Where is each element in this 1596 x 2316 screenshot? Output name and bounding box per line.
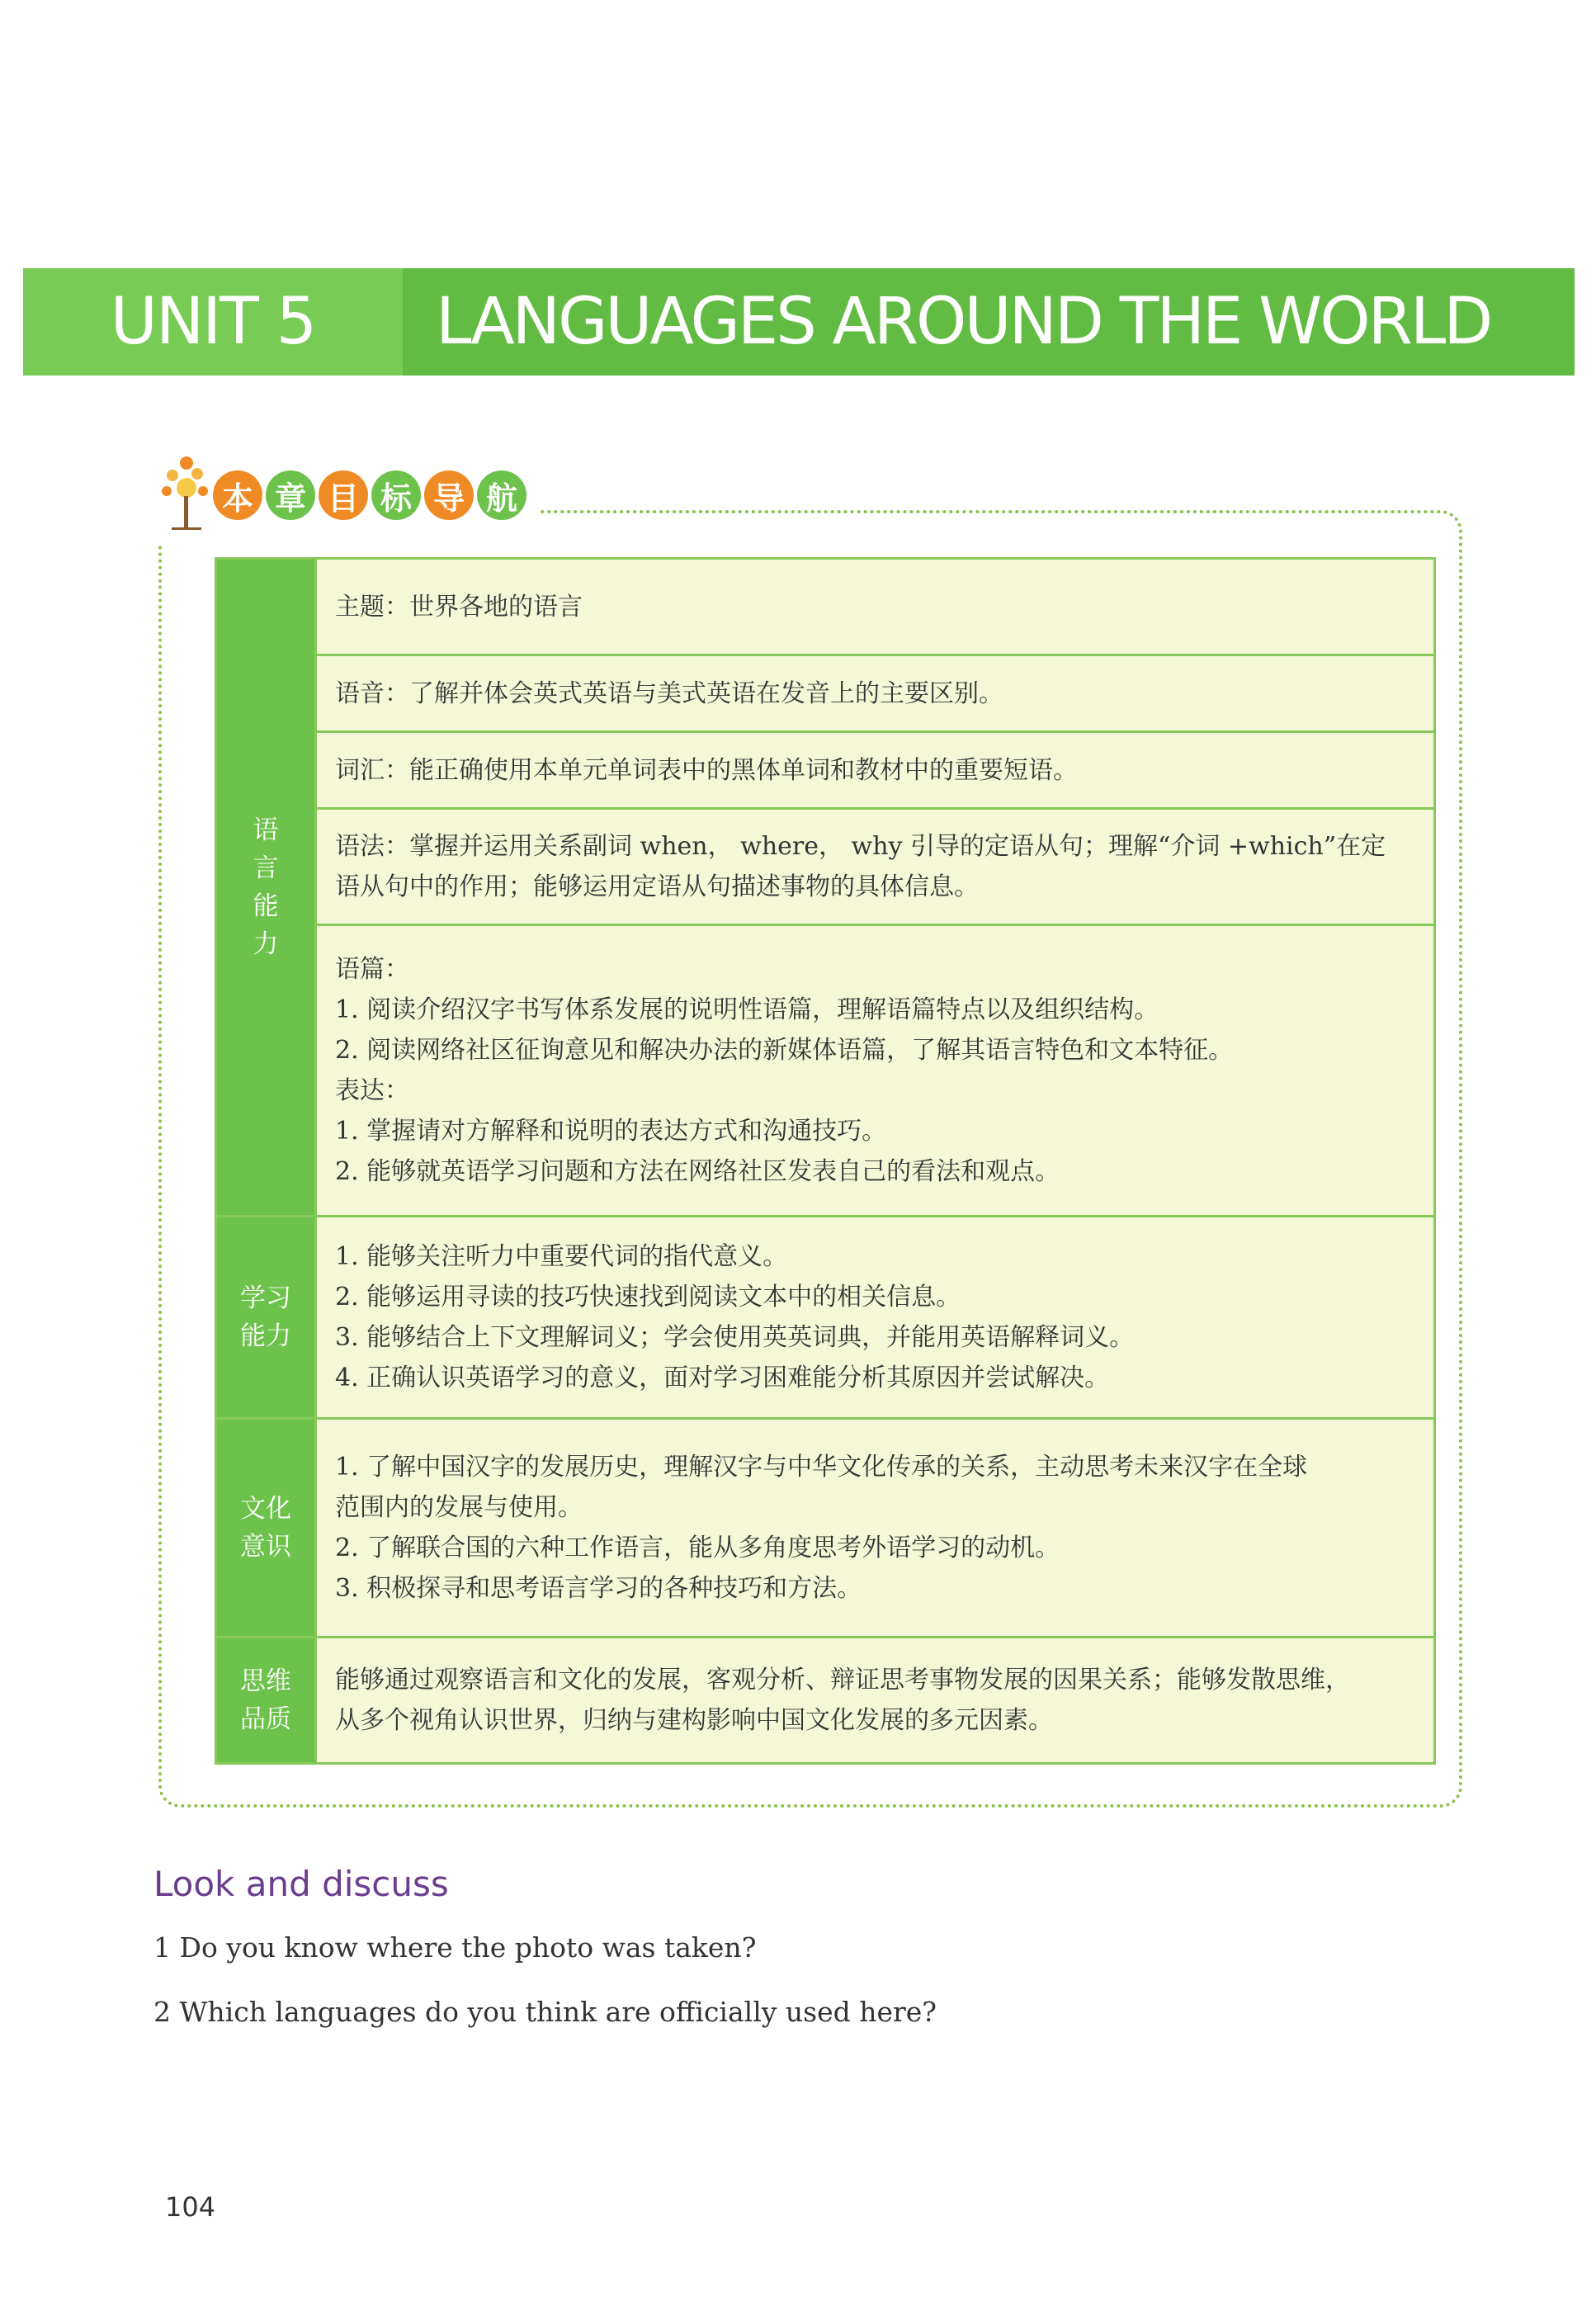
category-cell [216,1638,316,1764]
category-label: 能 [253,891,279,921]
objective-line: 1. 能够关注听力中重要代词的指代意义。 [335,1242,788,1271]
objective-row [216,1217,1435,1419]
objective-line: 2. 阅读网络社区征询意见和解决办法的新媒体语篇，了解其语言特色和文本特征。 [335,1036,1234,1065]
look-and-discuss-title: Look and discuss [153,1864,449,1904]
category-label: 意识 [240,1532,291,1562]
objective-row [216,925,1435,1217]
question-2: 2 Which languages do you think are officially used here? [153,1996,937,2028]
objective-line: 范围内的发展与使用。 [335,1493,583,1522]
objective-line: 语音：了解并体会英式英语与美式英语在发音上的主要区别。 [335,678,1003,708]
heading-char: 目 [319,470,368,520]
objective-content [316,925,1435,1217]
objective-line: 4. 正确认识英语学习的意义，面对学习困难能分析其原因并尝试解决。 [335,1364,1110,1392]
tree-icon [155,450,213,541]
objective-line: 1. 掌握请对方解释和说明的表达方式和沟通技巧。 [335,1117,887,1146]
objective-content [316,655,1435,732]
objective-line: 词汇：能正确使用本单元单词表中的黑体单词和教材中的重要短语。 [335,755,1078,785]
category-label: 语 [253,815,279,845]
objective-line: 2. 能够就英语学习问题和方法在网络社区发表自己的看法和观点。 [335,1157,1060,1186]
objective-row [216,559,1435,655]
heading-char: 本 [213,470,262,520]
objectives-table [215,557,1436,1765]
objectives-heading [155,446,538,545]
objective-content [316,1217,1435,1419]
objective-line: 2. 能够运用寻读的技巧快速找到阅读文本中的相关信息。 [335,1283,961,1312]
objective-row [216,732,1435,809]
question-1: 1 Do you know where the photo was taken? [153,1931,757,1964]
category-label: 力 [253,929,279,959]
objective-content [316,1638,1435,1764]
heading-char: 航 [477,470,526,520]
objective-line: 表达： [335,1076,409,1105]
objective-line: 主题：世界各地的语言 [335,592,583,622]
category-label: 思维 [240,1666,291,1696]
heading-char: 标 [371,470,421,520]
category-label: 学习 [240,1283,291,1313]
page-number: 104 [165,2191,216,2223]
category-label: 能力 [240,1321,291,1351]
unit-title: LANGUAGES AROUND THE WORLD [403,268,1575,376]
objective-row [216,809,1435,925]
objective-line: 1. 阅读介绍汉字书写体系发展的说明性语篇，理解语篇特点以及组织结构。 [335,995,1159,1024]
category-label: 言 [253,853,279,883]
unit-banner [23,268,1575,376]
category-cell [216,1217,316,1419]
objective-row [216,1419,1435,1638]
objective-row [216,1638,1435,1764]
heading-char: 导 [424,470,474,520]
objective-line: 1. 了解中国汉字的发展历史，理解汉字与中华文化传承的关系，主动思考未来汉字在全球 [335,1453,1308,1482]
objective-row [216,655,1435,732]
objective-content [316,559,1435,655]
objective-line: 3. 积极探寻和思考语言学习的各种技巧和方法。 [335,1574,862,1603]
category-label: 文化 [240,1494,291,1524]
objective-line: 语篇： [335,955,409,984]
objective-line: 3. 能够结合上下文理解词义；学会使用英英词典，并能用英语解释词义。 [335,1323,1135,1352]
objective-line: 语从句中的作用；能够运用定语从句描述事物的具体信息。 [335,872,979,901]
objective-line: 从多个视角认识世界，归纳与建构影响中国文化发展的多元因素。 [335,1706,1053,1735]
objective-content [316,1419,1435,1638]
category-cell [216,559,316,1217]
category-label: 品质 [240,1704,291,1734]
category-cell [216,1419,316,1638]
objective-line: 2. 了解联合国的六种工作语言，能从多角度思考外语学习的动机。 [335,1534,1060,1562]
objective-line: 语法：掌握并运用关系副词 when， where， why 引导的定语从句；理解“介词 +which”在定 [335,832,1386,861]
unit-number: UNIT 5 [23,268,403,376]
objective-line: 能够通过观察语言和文化的发展，客观分析、辩证思考事物发展的因果关系；能够发散思维， [335,1666,1350,1694]
objective-content [316,732,1435,809]
objective-content [316,809,1435,925]
heading-char: 章 [266,470,315,520]
